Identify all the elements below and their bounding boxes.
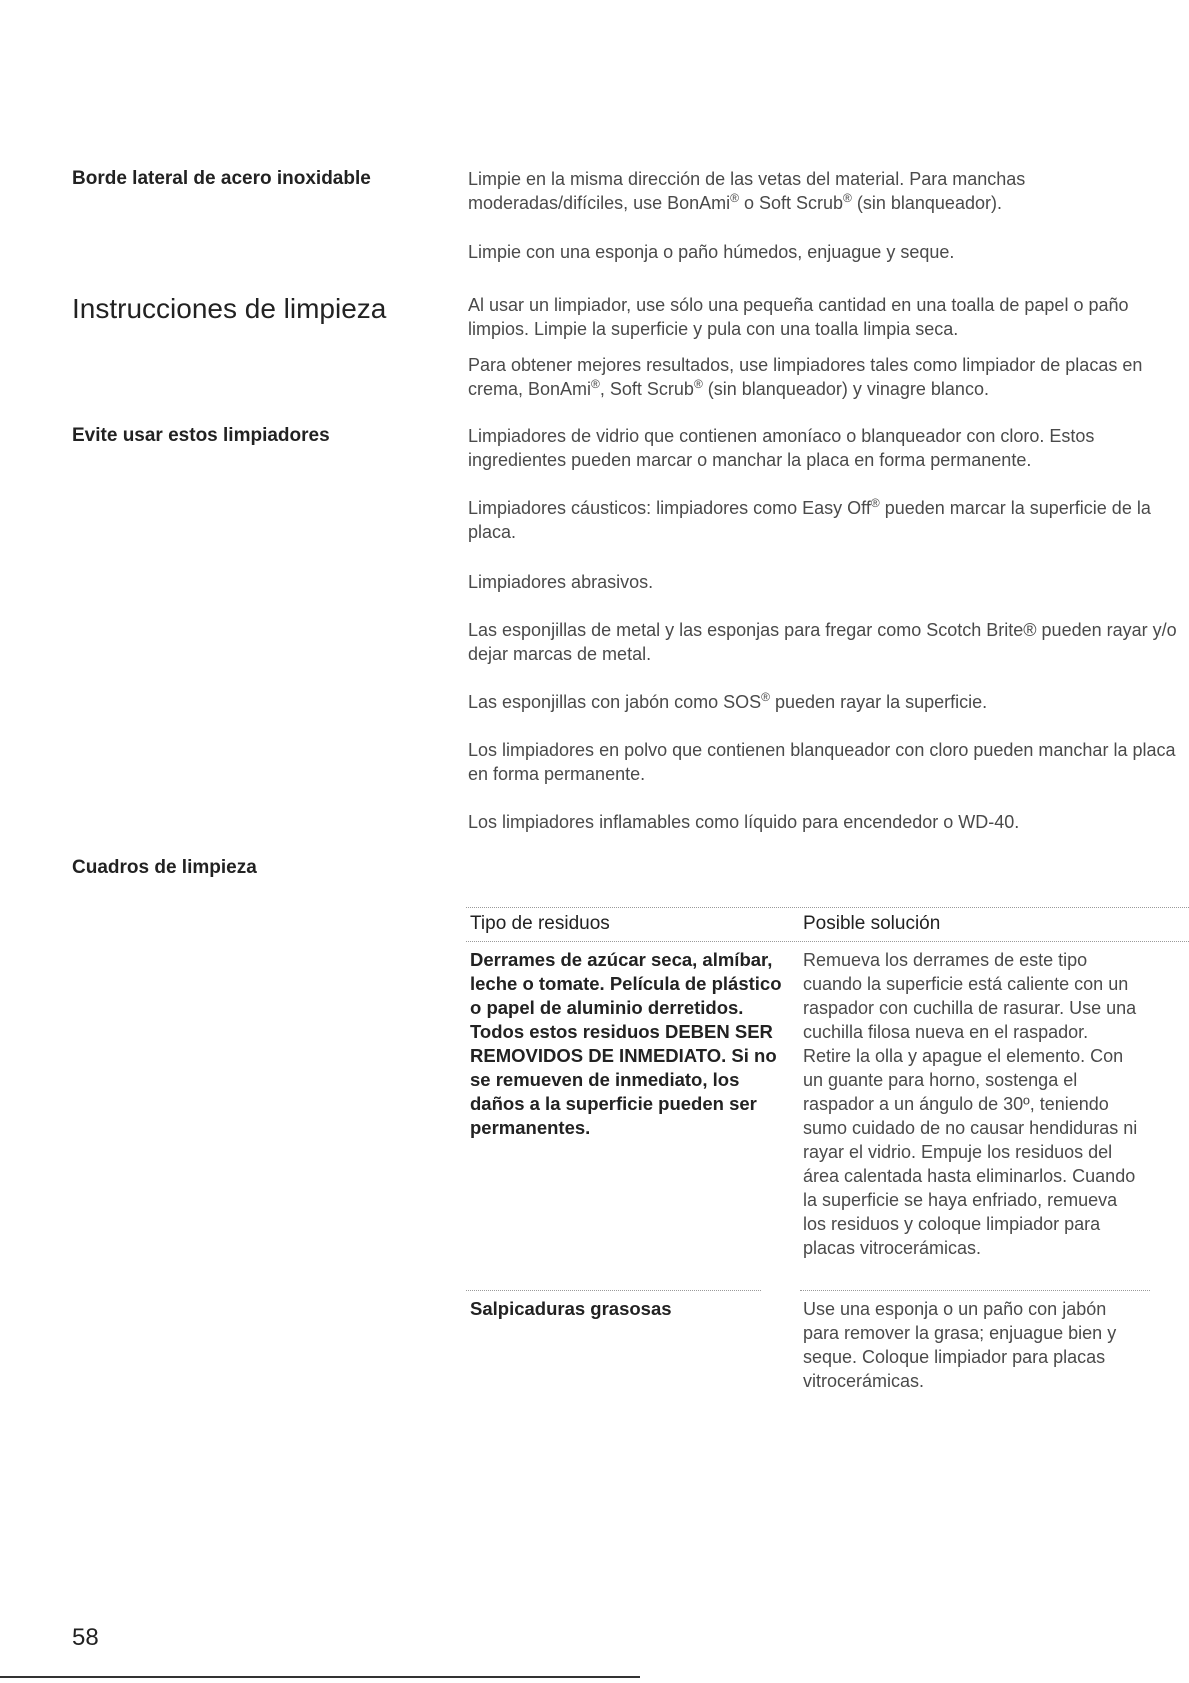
table-top-rule bbox=[466, 907, 1189, 908]
column-header-residue-type: Tipo de residuos bbox=[470, 913, 610, 934]
instructions-paragraph-1: Al usar un limpiador, use sólo una pequeña cantidad en una toalla de papel o paño limpios. Limpie la superficie y pula con una toalla limpia seca. bbox=[468, 295, 1129, 339]
registered-mark: ® bbox=[761, 690, 771, 704]
avoid-paragraph-5: Las esponjillas con jabón como SOS® pueden rayar la superficie. bbox=[468, 690, 988, 712]
registered-mark: ® bbox=[730, 191, 739, 205]
solution-paragraph: Remueva los derrames de este tipo cuando la superficie está caliente con un raspador con cuchilla de rasurar. Use una cuchilla filosa nueva en el raspador. bbox=[803, 950, 1137, 1042]
table-row-rule-left bbox=[466, 1290, 761, 1291]
section-label-avoid-cleaners: Evite usar estos limpiadores bbox=[72, 425, 330, 446]
avoid-paragraph-3: Limpiadores abrasivos. bbox=[468, 572, 654, 592]
section-label-cleaning-charts: Cuadros de limpieza bbox=[72, 857, 257, 878]
table-header-rule bbox=[466, 941, 1189, 942]
instructions-paragraph-2: Para obtener mejores resultados, use limpiadores tales como limpiador de placas en crema, BonAmi®, Soft Scrub® (sin blanqueador) y vinagre blanco. bbox=[468, 355, 1143, 399]
column-header-possible-solution: Posible solución bbox=[803, 913, 941, 934]
steel-edge-paragraph-1: Limpie en la misma dirección de las vetas del material. Para manchas moderadas/difíciles, use BonAmi® o Soft Scrub® (sin blanqueador). bbox=[468, 169, 1026, 213]
registered-mark: ® bbox=[693, 377, 703, 391]
table-row-2-solution: Use una esponja o un paño con jabón para remover la grasa; enjuague bien y seque. Coloque limpiador para placas vitrocerámicas. bbox=[803, 1299, 1117, 1391]
table-row-2-residue: Salpicaduras grasosas bbox=[470, 1298, 672, 1319]
steel-edge-paragraph-2: Limpie con una esponja o paño húmedos, enjuague y seque. bbox=[468, 242, 955, 262]
table-row-1-residue: Derrames de azúcar seca, almíbar, leche o tomate. Película de plástico o papel de aluminio derretidos. Todos estos residuos DEBEN SER REMOVIDOS DE INMEDIATO. Si no se remueven de inmediato, los daños a la superficie pueden ser permanentes. bbox=[470, 949, 782, 1138]
table-row-rule-right bbox=[800, 1290, 1150, 1291]
section-title-cleaning-instructions: Instrucciones de limpieza bbox=[72, 293, 387, 324]
solution-paragraph: Retire la olla y apague el elemento. Con un guante para horno, sostenga el raspador a un ángulo de 30º, teniendo sumo cuidado de no causar hendiduras ni rayar el vidrio. Empuje los residuos del área calentada hasta eliminarlos. Cuando la superficie se haya enfriado, remueva los residuos y coloque limpiador para placas vitrocerámicas. bbox=[803, 1046, 1138, 1258]
table-row-1-solution bbox=[803, 948, 1143, 1260]
avoid-paragraph-7: Los limpiadores inflamables como líquido para encendedor o WD-40. bbox=[468, 812, 1020, 832]
section-label-steel-edge: Borde lateral de acero inoxidable bbox=[72, 168, 371, 189]
page-number: 58 bbox=[72, 1624, 99, 1651]
avoid-paragraph-4: Las esponjillas de metal y las esponjas para fregar como Scotch Brite® pueden rayar y/o dejar marcas de metal. bbox=[468, 620, 1177, 664]
registered-mark: ® bbox=[591, 377, 600, 391]
avoid-paragraph-6: Los limpiadores en polvo que contienen blanqueador con cloro pueden manchar la placa en forma permanente. bbox=[468, 740, 1176, 784]
registered-mark: ® bbox=[870, 496, 880, 510]
avoid-paragraph-1: Limpiadores de vidrio que contienen amoníaco o blanqueador con cloro. Estos ingredientes pueden marcar o manchar la placa en forma permanente. bbox=[468, 426, 1095, 470]
footer-rule bbox=[0, 1676, 640, 1678]
avoid-paragraph-2: Limpiadores cáusticos: limpiadores como Easy Off® pueden marcar la superficie de la placa. bbox=[468, 496, 1151, 542]
registered-mark: ® bbox=[843, 191, 852, 205]
